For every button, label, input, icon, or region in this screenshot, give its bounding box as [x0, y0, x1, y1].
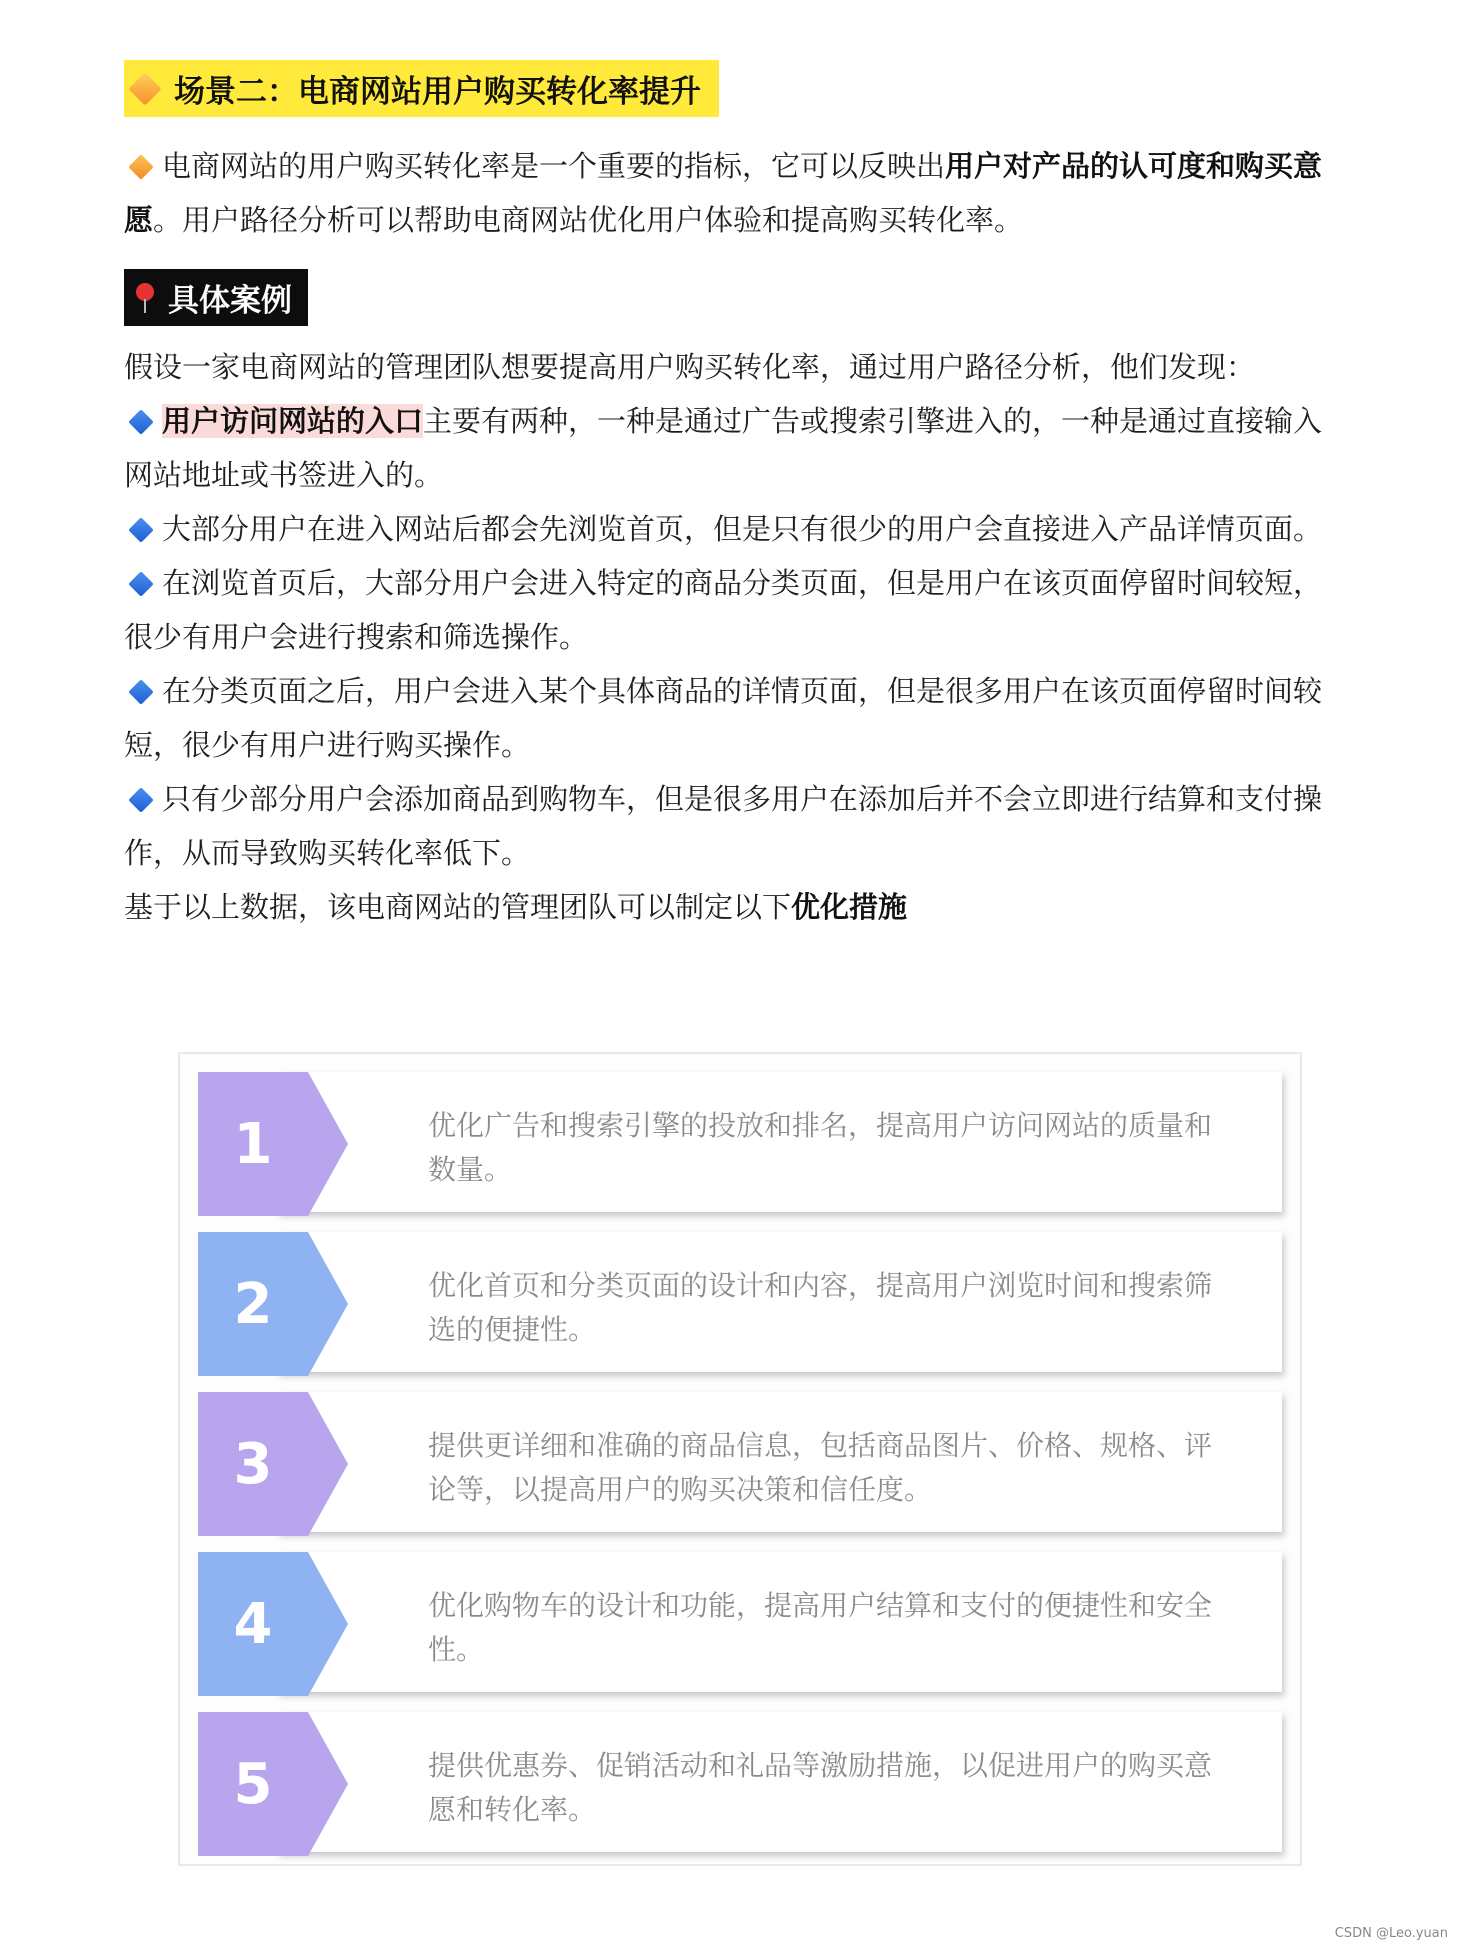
orange-diamond-icon — [128, 154, 153, 179]
blue-diamond-icon — [128, 517, 153, 542]
measure-step — [198, 1072, 1282, 1216]
blue-diamond-icon — [128, 787, 153, 812]
measures-panel — [178, 1052, 1302, 1866]
measure-text: 提供更详细和准确的商品信息，包括商品图片、价格、规格、评论等，以提高用户的购买决策和信任度。 — [428, 1429, 1213, 1506]
step-number: 2 — [233, 1271, 273, 1337]
measure-text: 优化广告和搜索引擎的投放和排名，提高用户访问网站的质量和数量。 — [428, 1109, 1213, 1186]
watermark: CSDN @Leo.yuan — [1334, 1926, 1448, 1941]
conclusion-bold: 优化措施 — [791, 890, 908, 924]
blue-diamond-icon — [128, 571, 153, 596]
finding-text: 只有少部分用户会添加商品到购物车，但是很多用户在添加后并不会立即进行结算和支付操作，从而导致购买转化率低下。 — [124, 782, 1323, 870]
measure-text: 提供优惠券、促销活动和礼品等激励措施，以促进用户的购买意愿和转化率。 — [428, 1749, 1213, 1826]
conclusion-text: 基于以上数据，该电商网站的管理团队可以制定以下 — [124, 890, 792, 924]
intro-bold-text: 用户对产品的认可度和购买意愿 — [124, 149, 1323, 237]
measure-step — [198, 1712, 1282, 1856]
intro-paragraph — [124, 139, 1344, 247]
case-title — [124, 269, 308, 326]
section-title — [124, 60, 719, 117]
measure-text: 优化首页和分类页面的设计和内容，提高用户浏览时间和搜索筛选的便捷性。 — [428, 1269, 1213, 1346]
step-badge — [198, 1552, 348, 1696]
step-badge — [198, 1712, 348, 1856]
finding-text: 主要有两种，一种是通过广告或搜索引擎进入的，一种是通过直接输入网站地址或书签进入的。 — [124, 404, 1323, 492]
measure-step — [198, 1552, 1282, 1696]
finding-highlight: 用户访问网站的入口 — [162, 404, 424, 438]
finding-item — [124, 394, 1344, 502]
article — [124, 60, 1344, 934]
finding-item — [124, 664, 1344, 772]
intro-text: 电商网站的用户购买转化率是一个重要的指标，它可以反映出 — [162, 149, 946, 183]
step-badge — [198, 1072, 348, 1216]
finding-item — [124, 772, 1344, 880]
finding-text: 在浏览首页后，大部分用户会进入特定的商品分类页面，但是用户在该页面停留时间较短，很少有用户会进行搜索和筛选操作。 — [124, 566, 1323, 654]
blue-diamond-icon — [128, 409, 153, 434]
step-number: 1 — [233, 1111, 273, 1177]
step-number: 3 — [233, 1431, 273, 1497]
measure-step — [198, 1392, 1282, 1536]
step-badge — [198, 1392, 348, 1536]
measure-text: 优化购物车的设计和功能，提高用户结算和支付的便捷性和安全性。 — [428, 1589, 1213, 1666]
case-title-text: 具体案例 — [168, 283, 292, 319]
finding-text: 大部分用户在进入网站后都会先浏览首页，但是只有很少的用户会直接进入产品详情页面。 — [162, 512, 1323, 546]
pin-icon — [132, 281, 158, 315]
step-badge — [198, 1232, 348, 1376]
step-number: 4 — [233, 1591, 273, 1657]
orange-diamond-icon — [128, 72, 161, 105]
finding-text: 在分类页面之后，用户会进入某个具体商品的详情页面，但是很多用户在该页面停留时间较短，很少有用户进行购买操作。 — [124, 674, 1323, 762]
measure-step — [198, 1232, 1282, 1376]
conclusion — [124, 880, 1344, 934]
blue-diamond-icon — [128, 679, 153, 704]
step-number: 5 — [233, 1751, 273, 1817]
section-title-text: 场景二：电商网站用户购买转化率提升 — [174, 74, 701, 110]
finding-item — [124, 556, 1344, 664]
case-intro: 假设一家电商网站的管理团队想要提高用户购买转化率，通过用户路径分析，他们发现： — [124, 350, 1256, 384]
intro-text-end: 。用户路径分析可以帮助电商网站优化用户体验和提高购买转化率。 — [153, 203, 1024, 237]
finding-item — [124, 502, 1344, 556]
